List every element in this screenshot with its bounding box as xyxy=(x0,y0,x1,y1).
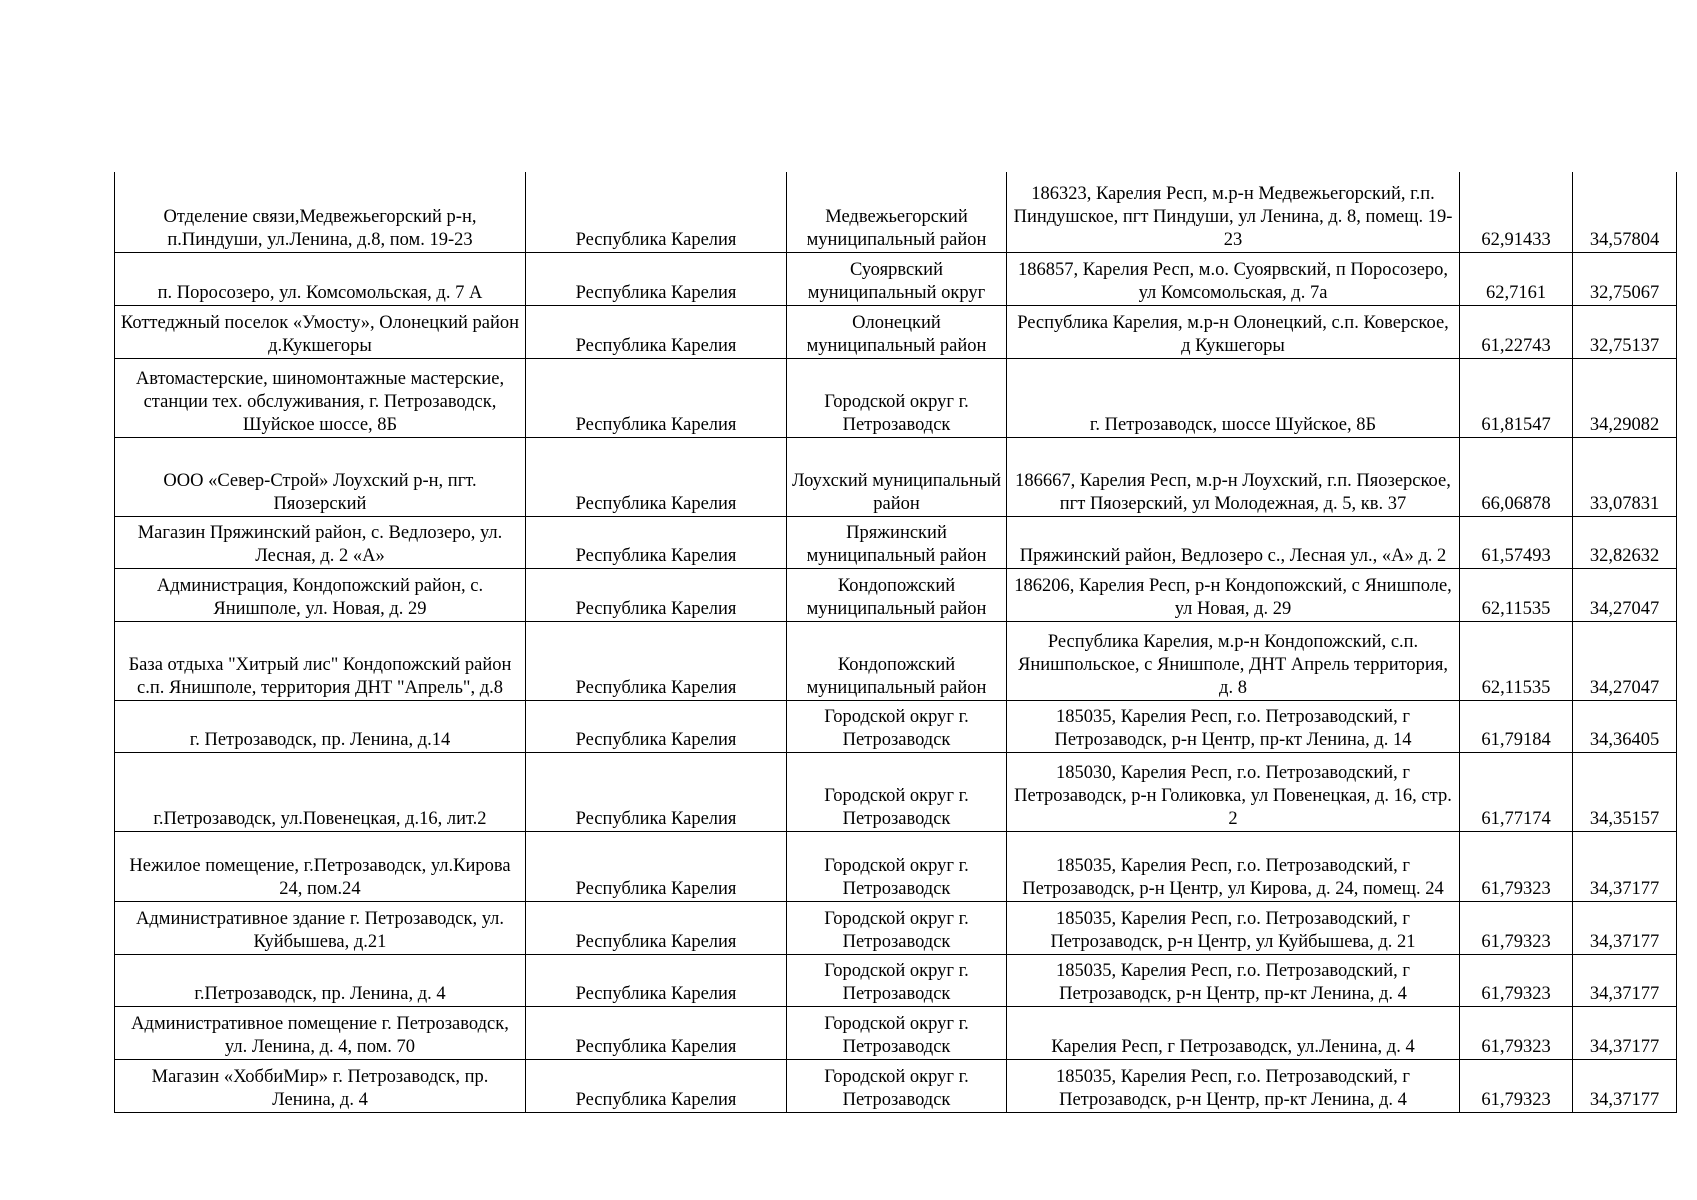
document-table-container xyxy=(114,172,1676,1113)
cell-address: Республика Карелия, м.р-н Кондопожский, с.п. Янишпольское, с Янишполе, ДНТ Апрель территория, д. 8 xyxy=(1007,621,1460,700)
cell-place: ООО «Север-Строй» Лоухский р-н, пгт. Пяозерский xyxy=(115,437,526,516)
cell-longitude: 34,37177 xyxy=(1573,901,1677,954)
table-row xyxy=(115,700,1677,752)
cell-region: Республика Карелия xyxy=(526,752,787,831)
cell-longitude: 34,37177 xyxy=(1573,1006,1677,1059)
cell-longitude: 32,75067 xyxy=(1573,252,1677,305)
cell-place: г.Петрозаводск, ул.Повенецкая, д.16, лит.2 xyxy=(115,752,526,831)
table-row xyxy=(115,954,1677,1006)
cell-municipality: Олонецкий муниципальный район xyxy=(787,305,1007,358)
cell-longitude: 32,82632 xyxy=(1573,516,1677,568)
cell-latitude: 62,11535 xyxy=(1460,621,1573,700)
cell-municipality: Городской округ г. Петрозаводск xyxy=(787,954,1007,1006)
cell-municipality: Городской округ г. Петрозаводск xyxy=(787,1059,1007,1112)
cell-latitude: 61,79323 xyxy=(1460,1006,1573,1059)
cell-latitude: 61,79323 xyxy=(1460,1059,1573,1112)
cell-municipality: Городской округ г. Петрозаводск xyxy=(787,901,1007,954)
cell-address: 186206, Карелия Респ, р-н Кондопожский, с Янишполе, ул Новая, д. 29 xyxy=(1007,568,1460,621)
cell-address: 185030, Карелия Респ, г.о. Петрозаводский, г Петрозаводск, р-н Голиковка, ул Повенецкая, д. 16, стр. 2 xyxy=(1007,752,1460,831)
cell-longitude: 32,75137 xyxy=(1573,305,1677,358)
cell-address: Карелия Респ, г Петрозаводск, ул.Ленина, д. 4 xyxy=(1007,1006,1460,1059)
cell-municipality: Кондопожский муниципальный район xyxy=(787,568,1007,621)
cell-region: Республика Карелия xyxy=(526,172,787,252)
locations-table xyxy=(114,172,1677,1113)
table-row xyxy=(115,252,1677,305)
table-row xyxy=(115,621,1677,700)
cell-address: 185035, Карелия Респ, г.о. Петрозаводский, г Петрозаводск, р-н Центр, пр-кт Ленина, д. 4 xyxy=(1007,954,1460,1006)
cell-municipality: Городской округ г. Петрозаводск xyxy=(787,700,1007,752)
cell-address: 186323, Карелия Респ, м.р-н Медвежьегорский, г.п. Пиндушское, пгт Пиндуши, ул Ленина, д. 8, помещ. 19-23 xyxy=(1007,172,1460,252)
cell-latitude: 61,79323 xyxy=(1460,831,1573,901)
cell-municipality: Кондопожский муниципальный район xyxy=(787,621,1007,700)
table-row xyxy=(115,516,1677,568)
cell-place: Административное помещение г. Петрозаводск, ул. Ленина, д. 4, пом. 70 xyxy=(115,1006,526,1059)
cell-region: Республика Карелия xyxy=(526,1006,787,1059)
cell-latitude: 66,06878 xyxy=(1460,437,1573,516)
cell-place: п. Поросозеро, ул. Комсомольская, д. 7 А xyxy=(115,252,526,305)
cell-region: Республика Карелия xyxy=(526,358,787,437)
cell-municipality: Городской округ г. Петрозаводск xyxy=(787,831,1007,901)
cell-municipality: Городской округ г. Петрозаводск xyxy=(787,1006,1007,1059)
cell-address: 185035, Карелия Респ, г.о. Петрозаводский, г Петрозаводск, р-н Центр, ул Кирова, д. 24, помещ. 24 xyxy=(1007,831,1460,901)
cell-municipality: Лоухский муниципальный район xyxy=(787,437,1007,516)
cell-place: Автомастерские, шиномонтажные мастерские, станции тех. обслуживания, г. Петрозаводск, Шуйское шоссе, 8Б xyxy=(115,358,526,437)
cell-region: Республика Карелия xyxy=(526,901,787,954)
cell-latitude: 61,81547 xyxy=(1460,358,1573,437)
cell-latitude: 61,57493 xyxy=(1460,516,1573,568)
cell-place: Отделение связи,Медвежьегорский р-н, п.Пиндуши, ул.Ленина, д.8, пом. 19-23 xyxy=(115,172,526,252)
cell-place: Магазин Пряжинский район, с. Ведлозеро, ул. Лесная, д. 2 «А» xyxy=(115,516,526,568)
cell-place: Административное здание г. Петрозаводск, ул. Куйбышева, д.21 xyxy=(115,901,526,954)
cell-place: Нежилое помещение, г.Петрозаводск, ул.Кирова 24, пом.24 xyxy=(115,831,526,901)
cell-longitude: 33,07831 xyxy=(1573,437,1677,516)
table-row xyxy=(115,1006,1677,1059)
cell-longitude: 34,27047 xyxy=(1573,568,1677,621)
cell-latitude: 61,79184 xyxy=(1460,700,1573,752)
cell-municipality: Пряжинский муниципальный район xyxy=(787,516,1007,568)
cell-longitude: 34,37177 xyxy=(1573,831,1677,901)
cell-longitude: 34,37177 xyxy=(1573,1059,1677,1112)
cell-region: Республика Карелия xyxy=(526,252,787,305)
cell-latitude: 61,79323 xyxy=(1460,901,1573,954)
cell-address: Пряжинский район, Ведлозеро с., Лесная ул., «А» д. 2 xyxy=(1007,516,1460,568)
cell-longitude: 34,27047 xyxy=(1573,621,1677,700)
cell-place: Магазин «ХоббиМир» г. Петрозаводск, пр. Ленина, д. 4 xyxy=(115,1059,526,1112)
cell-latitude: 62,7161 xyxy=(1460,252,1573,305)
cell-address: 186667, Карелия Респ, м.р-н Лоухский, г.п. Пяозерское, пгт Пяозерский, ул Молодежная, д. 5, кв. 37 xyxy=(1007,437,1460,516)
cell-address: 185035, Карелия Респ, г.о. Петрозаводский, г Петрозаводск, р-н Центр, пр-кт Ленина, д. 4 xyxy=(1007,1059,1460,1112)
cell-region: Республика Карелия xyxy=(526,1059,787,1112)
cell-region: Республика Карелия xyxy=(526,954,787,1006)
cell-latitude: 61,22743 xyxy=(1460,305,1573,358)
cell-region: Республика Карелия xyxy=(526,437,787,516)
cell-address: 185035, Карелия Респ, г.о. Петрозаводский, г Петрозаводск, р-н Центр, пр-кт Ленина, д. 14 xyxy=(1007,700,1460,752)
cell-address: 186857, Карелия Респ, м.о. Суоярвский, п Поросозеро, ул Комсомольская, д. 7а xyxy=(1007,252,1460,305)
table-row xyxy=(115,172,1677,252)
cell-place: г. Петрозаводск, пр. Ленина, д.14 xyxy=(115,700,526,752)
cell-longitude: 34,29082 xyxy=(1573,358,1677,437)
cell-latitude: 61,77174 xyxy=(1460,752,1573,831)
table-row xyxy=(115,752,1677,831)
cell-municipality: Городской округ г. Петрозаводск xyxy=(787,752,1007,831)
cell-latitude: 62,91433 xyxy=(1460,172,1573,252)
cell-address: Республика Карелия, м.р-н Олонецкий, с.п. Коверское, д Кукшегоры xyxy=(1007,305,1460,358)
cell-municipality: Городской округ г. Петрозаводск xyxy=(787,358,1007,437)
cell-region: Республика Карелия xyxy=(526,305,787,358)
table-row xyxy=(115,831,1677,901)
table-row xyxy=(115,1059,1677,1112)
cell-municipality: Суоярвский муниципальный округ xyxy=(787,252,1007,305)
cell-municipality: Медвежьегорский муниципальный район xyxy=(787,172,1007,252)
cell-region: Республика Карелия xyxy=(526,621,787,700)
table-row xyxy=(115,358,1677,437)
cell-region: Республика Карелия xyxy=(526,831,787,901)
cell-place: г.Петрозаводск, пр. Ленина, д. 4 xyxy=(115,954,526,1006)
table-row xyxy=(115,305,1677,358)
cell-address: г. Петрозаводск, шоссе Шуйское, 8Б xyxy=(1007,358,1460,437)
cell-latitude: 62,11535 xyxy=(1460,568,1573,621)
table-row xyxy=(115,568,1677,621)
cell-address: 185035, Карелия Респ, г.о. Петрозаводский, г Петрозаводск, р-н Центр, ул Куйбышева, д. 21 xyxy=(1007,901,1460,954)
cell-region: Республика Карелия xyxy=(526,568,787,621)
cell-place: База отдыха "Хитрый лис" Кондопожский район с.п. Янишполе, территория ДНТ "Апрель", д.8 xyxy=(115,621,526,700)
cell-longitude: 34,35157 xyxy=(1573,752,1677,831)
table-row xyxy=(115,437,1677,516)
cell-region: Республика Карелия xyxy=(526,516,787,568)
cell-longitude: 34,57804 xyxy=(1573,172,1677,252)
cell-longitude: 34,36405 xyxy=(1573,700,1677,752)
cell-region: Республика Карелия xyxy=(526,700,787,752)
cell-latitude: 61,79323 xyxy=(1460,954,1573,1006)
cell-place: Администрация, Кондопожский район, с. Янишполе, ул. Новая, д. 29 xyxy=(115,568,526,621)
cell-place: Коттеджный поселок «Умосту», Олонецкий район д.Кукшегоры xyxy=(115,305,526,358)
table-row xyxy=(115,901,1677,954)
cell-longitude: 34,37177 xyxy=(1573,954,1677,1006)
